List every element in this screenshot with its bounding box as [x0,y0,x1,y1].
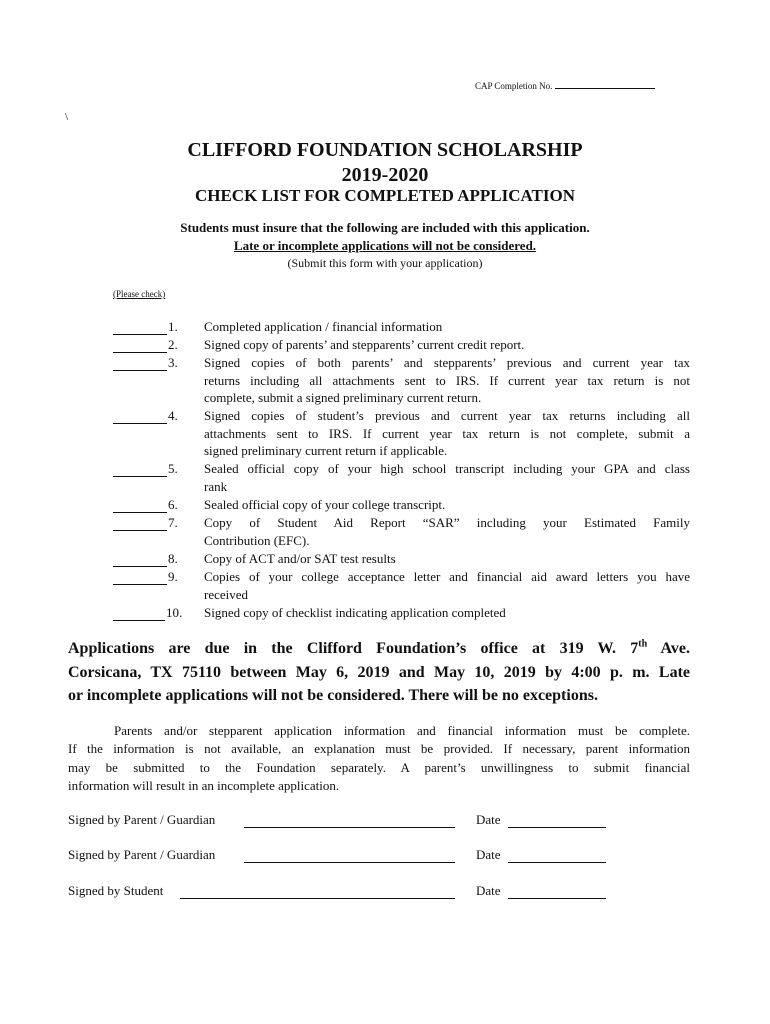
check-blank-3[interactable] [113,370,167,371]
check-blank-10[interactable] [113,620,165,621]
signature-label-parent-2: Signed by Parent / Guardian [68,847,216,862]
signature-label-student: Signed by Student [68,883,164,898]
check-blank-5[interactable] [113,476,167,477]
checklist-item-1: Completed application / financial information [204,319,443,334]
date-label: Date [476,847,501,862]
checklist-number: 4. [168,408,178,423]
checklist-item-9: Copies of your college acceptance letter and financial aid award letters you have received [204,569,690,602]
checklist-number: 2. [168,337,178,352]
instruction-line-2: Late or incomplete applications will not be considered. [233,238,537,253]
checklist-number: 10. [166,605,183,620]
check-blank-8[interactable] [113,566,167,567]
signature-label-parent-1: Signed by Parent / Guardian [68,812,216,827]
page-title: CLIFFORD FOUNDATION SCHOLARSHIP [187,139,583,161]
date-label: Date [476,812,501,827]
cap-completion-blank[interactable] [555,79,655,89]
page-subtitle: CHECK LIST FOR COMPLETED APPLICATION [194,186,576,205]
check-blank-1[interactable] [113,334,167,335]
checklist-item-3: Signed copies of both parents’ and stepparents’ previous and current year tax returns including all attachments sent to IRS. If current year tax return is not complete, submit a signed preliminary current return. [204,355,690,406]
check-blank-4[interactable] [113,423,167,424]
checklist-number: 6. [168,497,178,512]
checklist-item-10: Signed copy of checklist indicating application completed [204,605,506,620]
parent-information-paragraph: Parents and/or stepparent application information and financial information must be complete. If the information is not available, an explanation must be provided. If necessary, parent information may be submitted to the Foundation separately. A parent’s unwillingness to submit financial information will result in an incomplete application. [68,723,690,793]
checklist-number: 1. [168,319,178,334]
date-line-parent-2[interactable] [508,862,606,863]
checklist-number: 3. [168,355,178,370]
signature-line-student[interactable] [180,898,455,899]
instruction-line-1: Students must insure that the following are included with this application. [180,220,590,235]
checklist-item-4: Signed copies of student’s previous and current year tax returns including all attachments sent to IRS. If current year tax return is not complete, submit a signed preliminary current return if applicable. [204,408,690,459]
instruction-line-3: (Submit this form with your application) [287,256,483,270]
due-date-notice: Applications are due in the Clifford Foundation’s office at 319 W. 7th Ave. Corsicana, TX 75110 between May 6, 2019 and May 10, 2019 by 4:00 p. m. Late or incomplete applications will not be considered. There will be no exceptions. [68,638,690,704]
please-check-note: (Please check) [113,289,166,299]
check-blank-7[interactable] [113,530,167,531]
cap-completion-label: CAP Completion No. [475,81,553,91]
date-label: Date [476,883,501,898]
checklist-item-6: Sealed official copy of your college transcript. [204,497,446,512]
checklist-item-8: Copy of ACT and/or SAT test results [204,551,396,566]
checklist-item-5: Sealed official copy of your high school transcript including your GPA and class rank [204,461,690,494]
signature-line-parent-2[interactable] [244,862,455,863]
check-blank-2[interactable] [113,352,167,353]
cap-completion-field[interactable] [475,79,655,91]
checklist-number: 7. [168,515,178,530]
checklist-item-2: Signed copy of parents’ and stepparents’ current credit report. [204,337,525,352]
check-blank-9[interactable] [113,584,167,585]
checklist-number: 9. [168,569,178,584]
date-line-parent-1[interactable] [508,827,606,828]
signature-line-parent-1[interactable] [244,827,455,828]
check-blank-6[interactable] [113,512,167,513]
checklist-number: 8. [168,551,178,566]
checklist-number: 5. [168,461,178,476]
stray-backslash: \ [65,111,69,123]
date-line-student[interactable] [508,898,606,899]
checklist-item-7: Copy of Student Aid Report “SAR” including your Estimated Family Contribution (EFC). [204,515,690,548]
page-year: 2019-2020 [341,164,429,186]
